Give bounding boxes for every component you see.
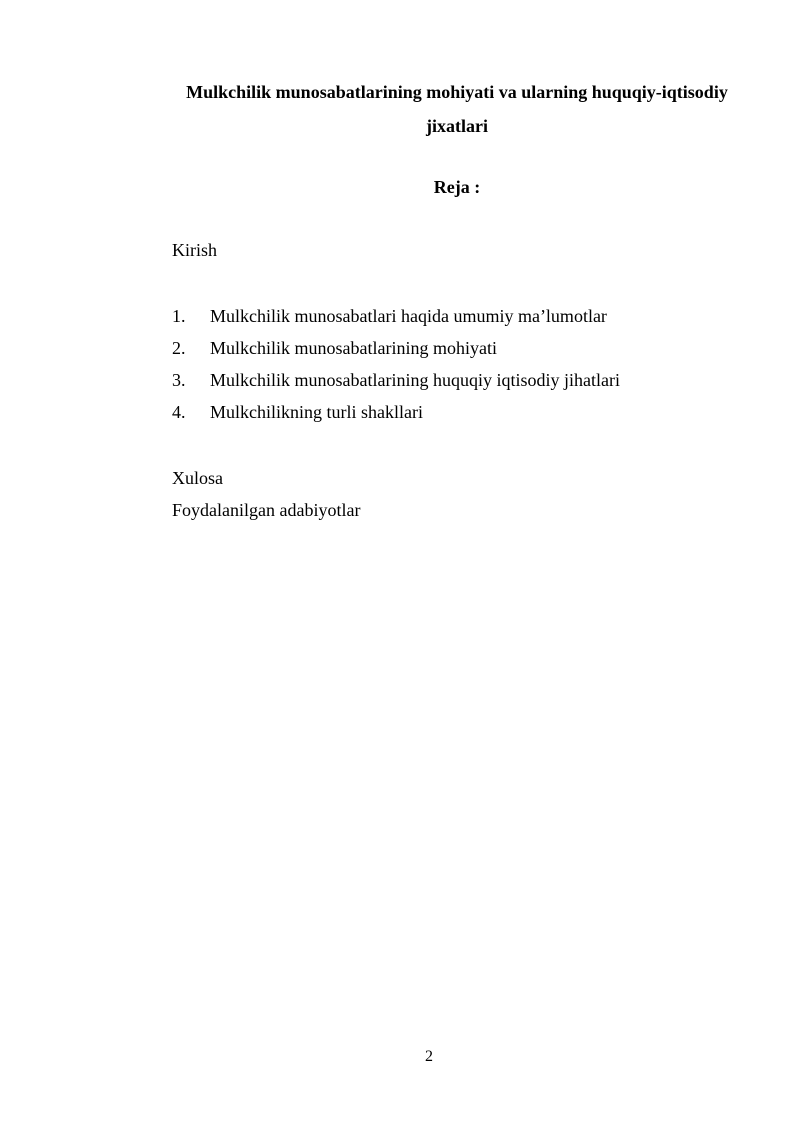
list-item-text: Mulkchilikning turli shakllari	[210, 402, 423, 422]
list-item	[172, 335, 620, 367]
list-item-number: 1.	[172, 306, 186, 326]
list-item	[172, 303, 620, 335]
document-title: Mulkchilik munosabatlarining mohiyati va ularning huquqiy-iqtisodiy jixatlari	[186, 82, 728, 136]
references-item: Foydalanilgan adabiyotlar	[172, 500, 361, 520]
list-item-text: Mulkchilik munosabatlari haqida umumiy ma’lumotlar	[210, 306, 607, 326]
list-item-text: Mulkchilik munosabatlarining huquqiy iqtisodiy jihatlari	[210, 370, 620, 390]
page-number: 2	[425, 1048, 433, 1065]
list-item	[172, 367, 620, 399]
list-item-number: 4.	[172, 402, 186, 422]
list-item-number: 3.	[172, 370, 186, 390]
conclusion-item: Xulosa	[172, 468, 223, 488]
plan-list	[172, 303, 620, 431]
list-item-text: Mulkchilik munosabatlarining mohiyati	[210, 338, 497, 358]
plan-heading: Reja :	[433, 177, 481, 197]
list-item-number: 2.	[172, 338, 186, 358]
intro-item: Kirish	[172, 240, 217, 260]
list-item	[172, 399, 620, 431]
